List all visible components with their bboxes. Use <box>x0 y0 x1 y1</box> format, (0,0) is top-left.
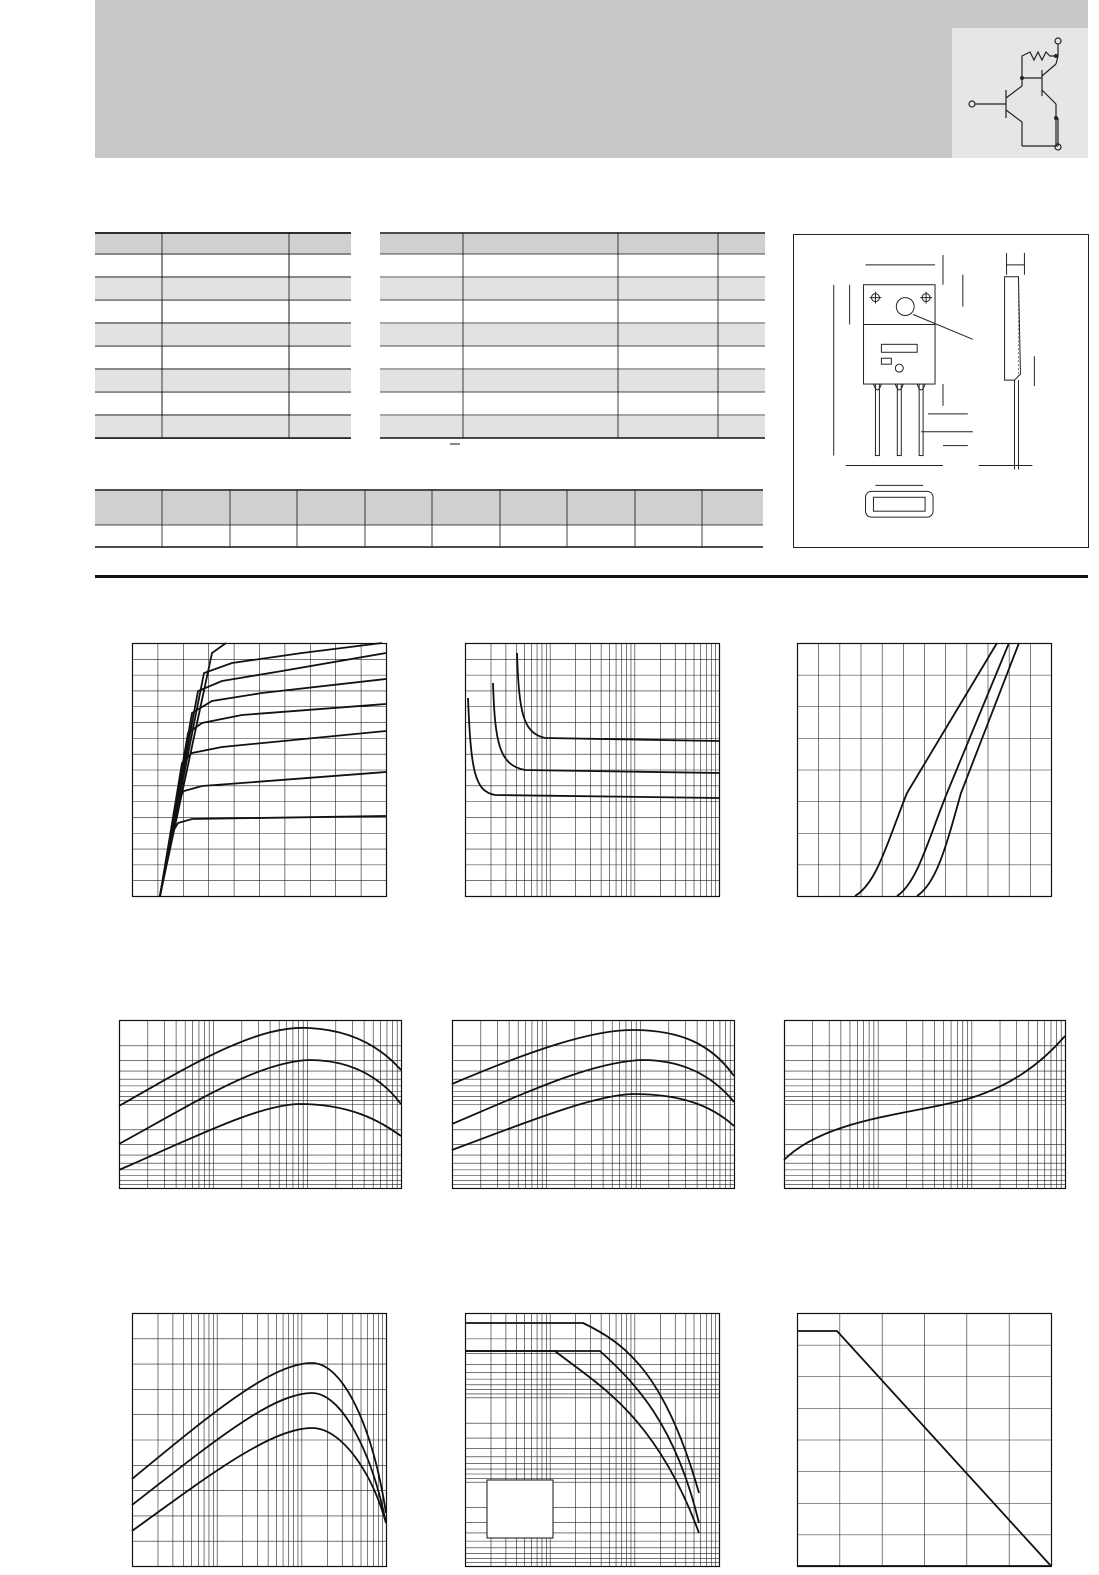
inset-box <box>487 1480 553 1538</box>
vce-ib-chart <box>465 643 720 897</box>
vce-sat-ic-chart-svg <box>784 1020 1066 1189</box>
ic-vbe-chart-svg <box>797 643 1052 897</box>
to3p-package-outline-icon <box>794 235 1088 547</box>
curve-2 <box>897 643 1009 896</box>
hfe-ic-temp-chart-svg <box>452 1020 735 1189</box>
safe-operating-area-chart-svg <box>465 1313 720 1567</box>
ic-vbe-chart <box>797 643 1052 897</box>
curve-1 <box>452 1030 734 1084</box>
hfe-ic-temp-chart <box>452 1020 735 1189</box>
hfe-rank-table <box>95 489 765 551</box>
curve-2 <box>119 1060 401 1144</box>
curve-1 <box>517 653 719 741</box>
curve-3 <box>119 1104 401 1170</box>
gridlines <box>133 644 387 897</box>
curve-2 <box>160 772 386 896</box>
darlington-transistor-schematic-icon <box>952 28 1088 158</box>
curve-8 <box>160 643 226 896</box>
vce-ib-chart-svg <box>465 643 720 897</box>
hfe-ic-chart <box>119 1020 402 1189</box>
gridlines <box>798 1314 1052 1567</box>
hfe-ic-chart-svg <box>119 1020 402 1189</box>
ic-vce-chart-svg <box>132 643 387 897</box>
curve-3 <box>917 643 1019 896</box>
circuit-diagram-panel <box>952 28 1088 158</box>
gridlines <box>798 644 1052 897</box>
curve-7 <box>160 643 382 896</box>
power-derating-chart-svg <box>797 1313 1052 1567</box>
curve-2 <box>452 1060 734 1124</box>
package-outline-panel <box>793 234 1089 548</box>
curve-3 <box>160 731 386 896</box>
gridlines <box>785 1021 1066 1189</box>
curve-3 <box>452 1094 734 1150</box>
power-derating-chart <box>797 1313 1052 1567</box>
curve-2 <box>493 683 719 773</box>
switching-time-chart <box>132 1313 387 1567</box>
gridlines <box>120 1021 402 1189</box>
switching-time-chart-svg <box>132 1313 387 1567</box>
vce-sat-ic-chart <box>784 1020 1066 1189</box>
header-band <box>95 0 1088 158</box>
curve-1 <box>119 1028 401 1106</box>
safe-operating-area-chart <box>465 1313 720 1567</box>
curve-1 <box>855 643 997 896</box>
curve-1 <box>465 1323 699 1493</box>
curve-1 <box>797 1331 1051 1566</box>
curve-1 <box>160 816 386 896</box>
gridlines <box>133 1314 387 1567</box>
curve-3 <box>132 1428 386 1531</box>
absolute-max-ratings-table <box>95 232 352 440</box>
gridlines <box>453 1021 735 1189</box>
gridlines <box>466 644 720 897</box>
ic-vce-chart <box>132 643 387 897</box>
curve-4 <box>160 704 386 896</box>
electrical-characteristics-table <box>380 232 766 457</box>
curve-1 <box>784 1036 1065 1160</box>
section-divider <box>95 575 1088 578</box>
